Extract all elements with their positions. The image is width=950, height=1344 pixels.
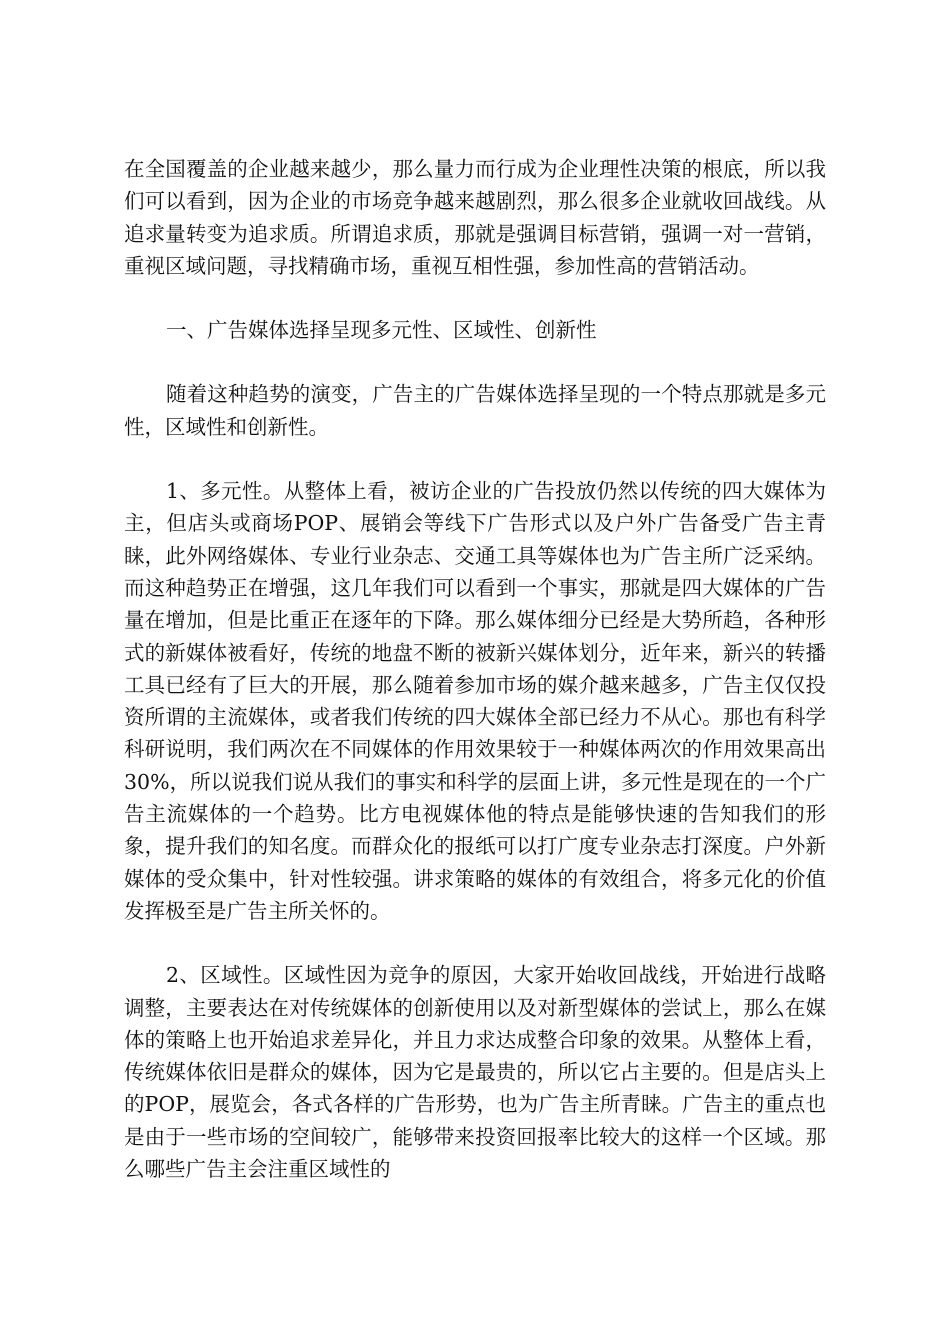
paragraph-diversity: 1、多元性。从整体上看，被访企业的广告投放仍然以传统的四大媒体为主，但店头或商场POP、展销会等线下广告形式以及户外广告备受广告主青睐，此外网络媒体、专业行业杂志、交通工具等媒体也为广告主所广泛采纳。而这种趋势正在增强，这几年我们可以看到一个事实，那就是四大媒体的广告量在增加，但是比重正在逐年的下降。那么媒体细分已经是大势所趋，各种形式的新媒体被看好，传统的地盘不断的被新兴媒体划分，近年来，新兴的转播工具已经有了巨大的开展，那么随着参加市场的媒介越来越多，广告主仅仅投资所谓的主流媒体，或者我们传统的四大媒体全部已经力不从心。那也有科学科研说明，我们两次在不同媒体的作用效果较于一种媒体两次的作用效果高出30%，所以说我们说从我们的事实和科学的层面上讲，多元性是现在的一个广告主流媒体的一个趋势。比方电视媒体他的特点是能够快速的告知我们的形象，提升我们的知名度。而群众化的报纸可以打广度专业杂志打深度。户外新媒体的受众集中，针对性较强。讲求策略的媒体的有效组合，将多元化的价值发挥极至是广告主所关怀的。 bbox=[124, 479, 826, 923]
paragraph-intro: 在全国覆盖的企业越来越少，那么量力而行成为企业理性决策的根底，所以我们可以看到，因为企业的市场竞争越来越剧烈，那么很多企业就收回战线。从追求量转变为追求质。所谓追求质，那就是强调目标营销，强调一对一营销，重视区域问题，寻找精确市场，重视互相性强，参加性高的营销活动。 bbox=[124, 157, 826, 278]
paragraph-regional: 2、区域性。区域性因为竞争的原因，大家开始收回战线，开始进行战略调整，主要表达在对传统媒体的创新使用以及对新型媒体的尝试上，那么在媒体的策略上也开始追求差异化，并且力求达成整合印象的效果。从整体上看，传统媒体依旧是群众的媒体，因为它是最贵的，所以它占主要的。但是店头上的POP，展览会，各式各样的广告形势，也为广告主所青睐。广告主的重点也是由于一些市场的空间较广，能够带来投资回报率比较大的这样一个区域。那么哪些广告主会注重区域性的 bbox=[124, 963, 826, 1182]
section-heading: 一、广告媒体选择呈现多元性、区域性、创新性 bbox=[166, 318, 597, 343]
document-body bbox=[124, 153, 826, 1185]
paragraph-trend: 随着这种趋势的演变，广告主的广告媒体选择呈现的一个特点那就是多元性，区域性和创新性。 bbox=[124, 382, 826, 439]
